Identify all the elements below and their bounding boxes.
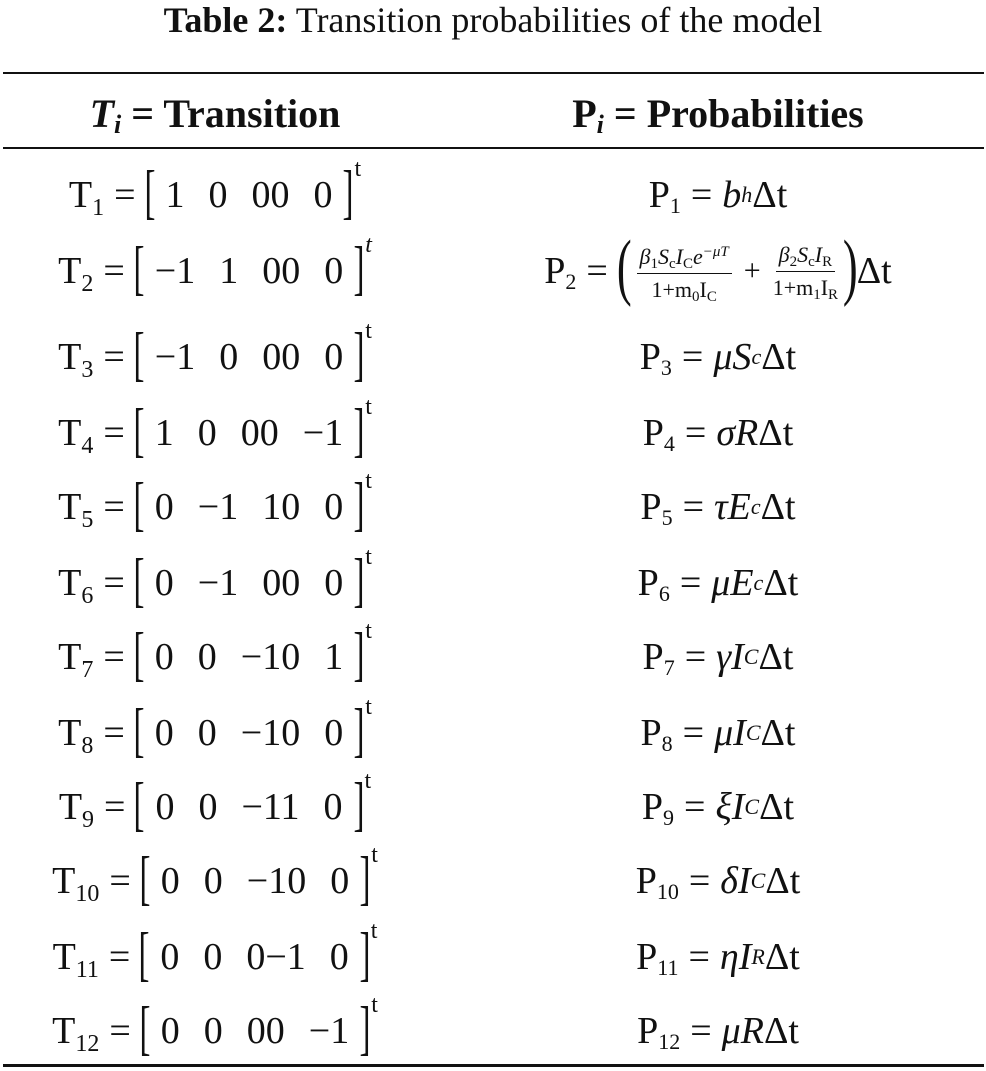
probability-name: $P_6$	[637, 562, 670, 606]
transpose-mark: t	[371, 841, 378, 868]
rate-subscript-text: C	[745, 720, 761, 745]
transition-name: $T_2$	[58, 250, 94, 297]
left-paren: (	[616, 226, 632, 308]
table-row	[0, 841, 986, 916]
bottom-rule	[3, 1064, 984, 1067]
vector-component: 0	[324, 486, 344, 528]
transition-vector	[133, 231, 372, 301]
probability-name: $P_4$	[642, 412, 675, 456]
transition-name: $T_1$	[68, 174, 105, 221]
equals-sign: =	[586, 250, 608, 292]
rate-subscript-text: C	[744, 794, 760, 819]
vector-component: 0−1	[246, 936, 306, 978]
left-bracket: [	[133, 621, 145, 687]
math-subscript: 2	[789, 253, 798, 270]
first-fraction	[637, 238, 732, 304]
equals-sign: =	[690, 1010, 712, 1052]
probability-subscript: 5	[661, 505, 673, 530]
vector-component: −10	[246, 860, 307, 902]
equals-sign: =	[684, 786, 706, 828]
transition-cell	[0, 617, 430, 692]
delta-t: Δt	[760, 712, 796, 754]
vector-component: 1	[165, 174, 185, 216]
equals-sign: =	[681, 336, 704, 378]
rate-symbol: σR	[716, 412, 759, 454]
delta-t: Δt	[764, 936, 800, 978]
vector-component: 0	[324, 562, 344, 604]
transpose-mark: t	[365, 467, 372, 494]
vector-component: 1	[154, 412, 174, 454]
probability-name: $P_{10}$	[635, 860, 679, 904]
equals-sign: =	[684, 636, 707, 678]
equals-sign: =	[682, 712, 705, 754]
probability-cell	[450, 472, 986, 542]
column-header-probabilities	[450, 90, 986, 138]
vector-component: 0	[203, 1010, 223, 1052]
transition-vector	[133, 693, 372, 763]
vector-component: −1	[308, 1010, 350, 1052]
rate-subscript-text: c	[753, 570, 764, 595]
table-row	[0, 991, 986, 1066]
delta-t: Δt	[856, 250, 892, 292]
probability-subscript: 1	[669, 193, 681, 218]
transition-subscript: 12	[75, 1031, 100, 1057]
vector-component: 0	[160, 860, 180, 902]
transition-cell	[0, 543, 430, 618]
transition-name: $T_8$	[58, 712, 94, 759]
math-subscript: c	[808, 253, 815, 270]
math-symbol: I	[699, 277, 707, 302]
rate-symbol: μE	[711, 562, 754, 604]
equals-sign: =	[103, 412, 125, 454]
fraction-numerator	[637, 238, 732, 274]
transition-subscript: 3	[81, 357, 94, 383]
vector-component: 0	[160, 936, 180, 978]
table-row	[0, 917, 986, 992]
transition-name: $T_5$	[58, 486, 94, 533]
fraction-denominator	[773, 272, 838, 302]
vector-component: −1	[302, 412, 344, 454]
plus-sign: +	[743, 254, 761, 287]
transition-vector	[133, 317, 372, 387]
header-t-text: = Transition	[121, 91, 341, 136]
transition-subscript: 5	[81, 507, 94, 533]
header-rule	[3, 147, 984, 149]
transition-name: $T_3$	[58, 336, 94, 383]
transpose-mark: t	[370, 917, 378, 944]
probability-subscript: 11	[657, 955, 679, 980]
left-bracket: [	[139, 995, 151, 1061]
left-bracket: [	[133, 321, 145, 387]
equals-sign: =	[103, 636, 125, 678]
table-row	[0, 226, 986, 308]
math-symbol: S	[657, 244, 669, 269]
header-t-symbol: T	[89, 91, 115, 136]
transpose-mark: t	[364, 767, 372, 794]
delta-t: Δt	[752, 174, 788, 216]
transition-name: $T_{12}$	[52, 1010, 100, 1057]
transition-vector	[139, 991, 378, 1061]
transpose-mark: t	[365, 693, 372, 720]
probability-cell	[450, 622, 986, 692]
rate-symbol: μR	[721, 1010, 764, 1052]
vector-component: 00	[240, 412, 279, 454]
left-bracket: [	[138, 921, 150, 987]
right-bracket: ]	[352, 771, 364, 837]
probability-cell	[450, 698, 986, 768]
equals-sign: =	[103, 250, 125, 292]
vector-component: 0	[198, 786, 218, 828]
vector-component: 0	[197, 712, 217, 754]
probability-name: $P_2$	[544, 250, 577, 294]
transition-vector	[133, 393, 372, 463]
rate-symbol: μI	[714, 712, 746, 754]
table-row	[0, 693, 986, 768]
math-subscript: 1	[650, 256, 658, 272]
table-row	[0, 543, 986, 618]
transition-cell	[0, 155, 430, 230]
left-bracket: [	[133, 235, 145, 301]
table-row	[0, 155, 986, 230]
transition-subscript: 8	[81, 733, 94, 759]
math-subscript: C	[706, 289, 717, 305]
header-t-subscript: i	[114, 110, 122, 139]
table-row	[0, 393, 986, 468]
vector-component: 0	[155, 786, 175, 828]
transition-cell	[0, 841, 430, 916]
probability-cell	[450, 772, 986, 842]
vector-component: −11	[241, 786, 300, 828]
math-symbol: e	[693, 244, 703, 269]
vector-component: 00	[262, 336, 301, 378]
vector-component: 0	[324, 250, 344, 292]
vector-component: −1	[197, 562, 239, 604]
right-bracket: ]	[353, 621, 365, 687]
equals-sign: =	[103, 336, 125, 378]
delta-t: Δt	[763, 1010, 799, 1052]
transition-vector	[133, 467, 372, 537]
vector-component: 0	[219, 336, 239, 378]
table-caption	[0, 0, 986, 40]
math-exponent-text: −μT	[702, 244, 729, 260]
math-symbol: I	[814, 241, 823, 267]
vector-component: −1	[154, 250, 196, 292]
transition-cell	[0, 467, 430, 542]
right-bracket: ]	[359, 921, 371, 987]
rate-symbol: ηI	[719, 936, 752, 978]
rate-subscript-text: C	[743, 644, 759, 669]
math-symbol: I	[675, 244, 683, 269]
header-p-subscript: i	[596, 110, 604, 139]
equals-sign: =	[688, 936, 710, 978]
right-bracket: ]	[353, 397, 365, 463]
equals-sign: =	[688, 860, 711, 902]
caption-label: Table 2:	[163, 0, 288, 40]
transition-vector	[133, 767, 372, 837]
math-subscript: c	[668, 256, 676, 272]
rate-symbol: γI	[716, 636, 744, 678]
math-subscript: 0	[691, 289, 700, 305]
transpose-mark: t	[354, 155, 362, 182]
probability-cell	[450, 160, 986, 230]
right-paren: )	[842, 226, 858, 308]
probability-subscript: 6	[658, 581, 670, 606]
transition-subscript: 2	[81, 271, 94, 297]
probability-subscript: 8	[661, 731, 673, 756]
right-bracket: ]	[353, 697, 365, 763]
rate-symbol: μS	[713, 336, 752, 378]
probability-cell	[450, 398, 986, 468]
transition-subscript: 4	[81, 433, 94, 459]
rate-subscript-text: C	[750, 868, 766, 893]
vector-component: 0	[154, 486, 174, 528]
probability-subscript: 12	[658, 1029, 681, 1054]
probability-cell	[450, 548, 986, 618]
equals-sign: =	[108, 936, 131, 978]
transition-cell	[0, 693, 430, 768]
delta-t: Δt	[758, 412, 794, 454]
vector-component: −10	[240, 636, 301, 678]
probability-subscript: 3	[660, 355, 672, 380]
math-subscript: R	[828, 286, 839, 303]
rate-symbol: τE	[714, 486, 751, 528]
equals-sign: =	[104, 786, 126, 828]
transition-cell	[0, 231, 430, 306]
equals-sign: =	[679, 562, 702, 604]
math-symbol: β	[639, 244, 651, 269]
vector-component: 0	[330, 860, 350, 902]
equals-sign: =	[684, 412, 707, 454]
vector-component: 0	[203, 936, 223, 978]
math-symbol: S	[797, 241, 809, 267]
vector-component: 1	[219, 250, 239, 292]
vector-component: −1	[154, 336, 196, 378]
vector-component: 00	[251, 174, 290, 216]
transpose-mark: t	[371, 991, 378, 1018]
right-bracket: ]	[353, 321, 365, 387]
probability-cell	[450, 226, 986, 308]
vector-component: 0	[154, 636, 174, 678]
right-bracket: ]	[342, 159, 354, 225]
probability-cell	[450, 322, 986, 392]
rate-symbol: ξI	[715, 786, 745, 828]
right-bracket: ]	[353, 547, 365, 613]
vector-component: 0	[313, 174, 333, 216]
rate-subscript-text: c	[750, 494, 761, 519]
probability-cell	[450, 996, 986, 1066]
second-fraction	[773, 241, 838, 302]
transition-name: $T_9$	[58, 786, 95, 833]
left-bracket: [	[133, 697, 145, 763]
fraction-numerator	[776, 241, 835, 272]
transition-subscript: 6	[81, 583, 94, 609]
transition-vector	[143, 155, 362, 225]
rate-symbol: b	[722, 174, 742, 216]
right-bracket: ]	[359, 845, 371, 911]
transition-name: $T_6$	[58, 562, 94, 609]
equals-sign: =	[109, 860, 131, 902]
fraction-denominator	[651, 274, 716, 304]
rate-subscript-text: R	[751, 944, 765, 969]
left-bracket: [	[133, 771, 145, 837]
delta-t: Δt	[758, 636, 794, 678]
transition-vector	[139, 841, 378, 911]
header-p-symbol: P	[572, 91, 597, 136]
probability-subscript: 4	[663, 431, 675, 456]
transition-subscript: 10	[75, 881, 100, 907]
table-row	[0, 767, 986, 842]
transition-subscript: 1	[92, 195, 105, 221]
equals-sign: =	[103, 486, 125, 528]
transpose-mark: t	[365, 543, 372, 570]
probability-name: $P_{11}$	[636, 936, 679, 980]
left-bracket: [	[133, 397, 145, 463]
probability-subscript: 10	[656, 879, 679, 904]
rate-symbol: δI	[720, 860, 751, 902]
probability-subscript: 2	[565, 269, 577, 294]
equals-sign: =	[103, 562, 125, 604]
probability-name: $P_3$	[639, 336, 672, 380]
rate-subscript-text: h	[741, 182, 753, 207]
vector-component: 00	[262, 562, 301, 604]
delta-t: Δt	[761, 336, 797, 378]
top-rule	[3, 72, 984, 74]
vector-component: 0	[197, 636, 217, 678]
vector-component: 0	[208, 174, 228, 216]
math-symbol: 1+m	[772, 274, 814, 300]
equals-sign: =	[690, 174, 713, 216]
column-header-transition	[0, 90, 430, 138]
transpose-mark: t	[365, 617, 372, 644]
probability-subscript: 9	[663, 805, 675, 830]
transition-name: $T_{10}$	[52, 860, 100, 907]
transition-subscript: 7	[81, 657, 94, 683]
math-symbol: I	[820, 274, 829, 300]
vector-component: 0	[154, 712, 174, 754]
probability-name: $P_5$	[640, 486, 673, 530]
left-bracket: [	[139, 845, 151, 911]
transition-subscript: 11	[75, 957, 99, 983]
probability-name: $P_9$	[641, 786, 675, 830]
probability-name: $P_{12}$	[637, 1010, 681, 1054]
table-row	[0, 317, 986, 392]
equals-sign: =	[103, 712, 125, 754]
math-symbol: β	[778, 241, 790, 267]
probability-cell	[450, 846, 986, 916]
math-symbol: 1+m	[651, 277, 692, 302]
probability-cell	[450, 922, 986, 992]
caption-text: Transition probabilities of the model	[295, 0, 823, 40]
vector-component: 0	[203, 860, 223, 902]
equals-sign: =	[682, 486, 704, 528]
vector-component: 0	[324, 336, 344, 378]
vector-component: 0	[160, 1010, 180, 1052]
transition-cell	[0, 991, 430, 1066]
vector-component: 00	[262, 250, 301, 292]
right-bracket: ]	[353, 471, 365, 537]
table-row	[0, 467, 986, 542]
vector-component: 0	[324, 712, 344, 754]
vector-component: −1	[197, 486, 239, 528]
math-subscript: C	[682, 256, 693, 272]
delta-t: Δt	[765, 860, 801, 902]
transpose-mark: t	[365, 393, 372, 420]
transition-name: $T_4$	[58, 412, 94, 459]
vector-component: 0	[197, 412, 217, 454]
vector-component: 00	[246, 1010, 285, 1052]
rate-subscript-text: c	[751, 344, 762, 369]
right-bracket: ]	[359, 995, 371, 1061]
probability-subscript: 7	[663, 655, 675, 680]
vector-component: 0	[329, 936, 349, 978]
equals-sign: =	[109, 1010, 131, 1052]
vector-component: 0	[154, 562, 174, 604]
probability-name: $P_8$	[640, 712, 673, 756]
transition-vector	[138, 917, 378, 987]
probability-name: $P_1$	[648, 174, 681, 218]
math-subscript: 1	[813, 286, 821, 303]
transition-cell	[0, 767, 430, 842]
transpose-mark: t	[365, 231, 372, 258]
transition-vector	[133, 543, 372, 613]
vector-component: 0	[323, 786, 343, 828]
left-bracket: [	[133, 471, 145, 537]
equals-sign: =	[114, 174, 136, 216]
transition-cell	[0, 917, 430, 992]
delta-t: Δt	[759, 786, 795, 828]
vector-component: 10	[262, 486, 301, 528]
table-row	[0, 617, 986, 692]
right-bracket: ]	[353, 235, 365, 301]
transpose-mark: t	[365, 317, 372, 344]
left-bracket: [	[133, 547, 145, 613]
transition-vector	[133, 617, 372, 687]
header-p-text: = Probabilities	[603, 91, 864, 136]
transition-name: $T_{11}$	[52, 936, 99, 983]
transition-cell	[0, 317, 430, 392]
probability-name: $P_7$	[642, 636, 675, 680]
delta-t: Δt	[763, 562, 799, 604]
vector-component: 1	[324, 636, 344, 678]
vector-component: −10	[240, 712, 301, 754]
math-subscript: R	[822, 253, 833, 270]
transition-name: $T_7$	[58, 636, 94, 683]
math-exponent	[703, 244, 729, 260]
left-bracket: [	[143, 159, 155, 225]
transition-cell	[0, 393, 430, 468]
transition-subscript: 9	[82, 807, 95, 833]
delta-t: Δt	[760, 486, 796, 528]
